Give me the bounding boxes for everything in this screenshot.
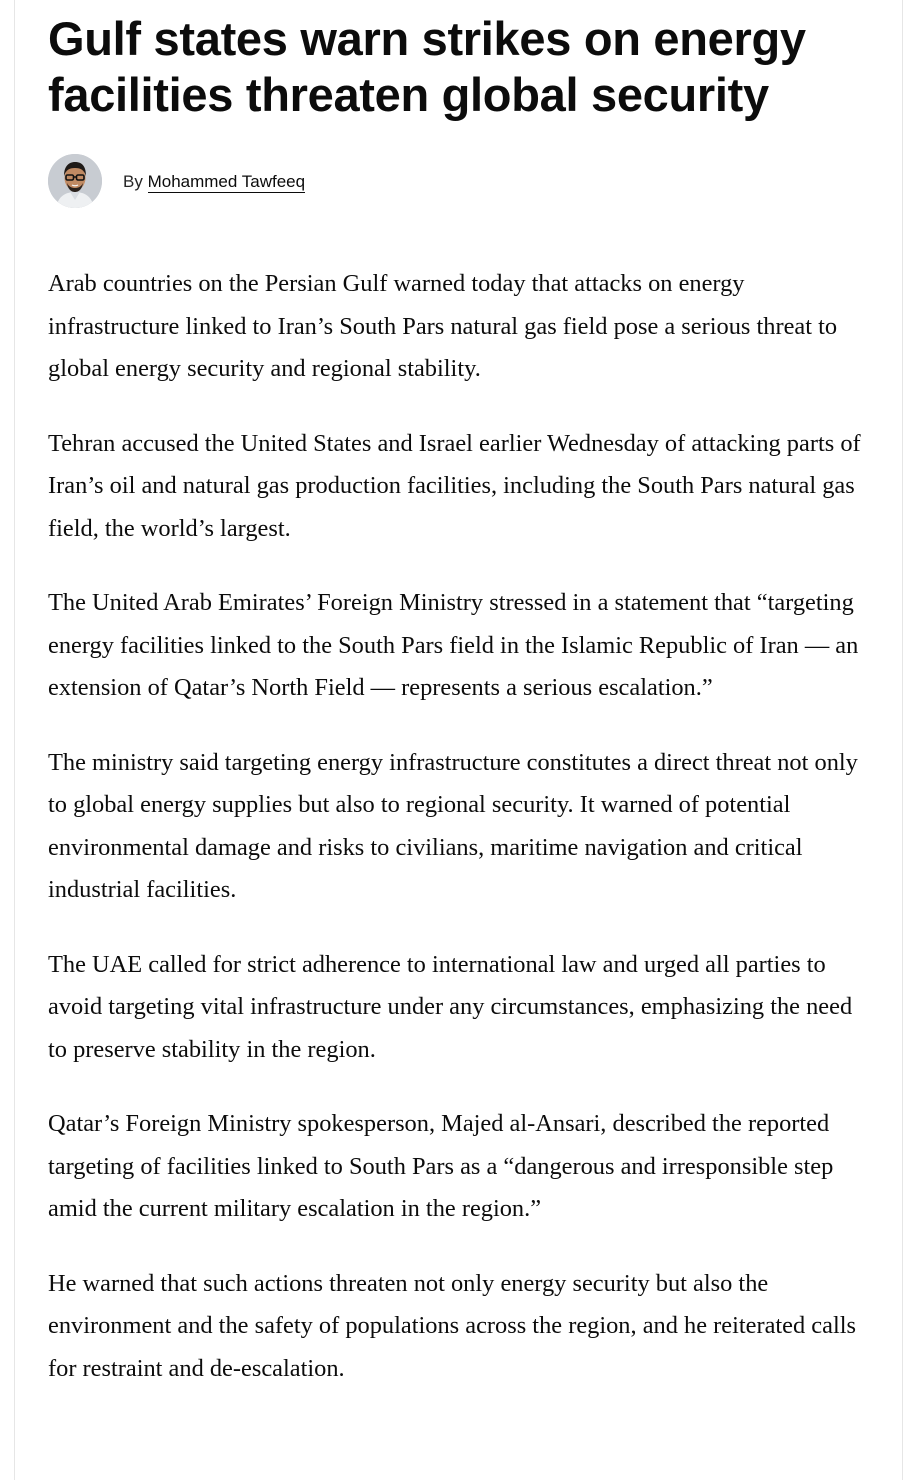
paragraph: Tehran accused the United States and Israel earlier Wednesday of attacking parts of Iran’s oil and natural gas production facilities, including the South Pars natural gas field, the world’s largest. [48, 429, 861, 542]
paragraph: The UAE called for strict adherence to international law and urged all parties to avoid targeting vital infrastructure under any circumstances, emphasizing the need to preserve stability in the region. [48, 950, 853, 1063]
byline [48, 153, 876, 209]
article-body [48, 263, 876, 1390]
paragraph: The ministry said targeting energy infrastructure constitutes a direct threat not only to global energy supplies but also to regional security. It warned of potential environmental damage and risks to civilians, maritime navigation and critical industrial facilities. [48, 748, 858, 903]
author-link[interactable]: Mohammed Tawfeeq [147, 171, 306, 191]
author-avatar[interactable] [48, 154, 102, 208]
paragraph: The United Arab Emirates’ Foreign Ministry stressed in a statement that “targeting energy facilities linked to the South Pars field in the Islamic Republic of Iran — an extension of Qatar’s North Field — represents a serious escalation.” [48, 589, 859, 701]
headline: Gulf states warn strikes on energy facilities threaten global security [48, 12, 806, 121]
paragraph: Arab countries on the Persian Gulf warned today that attacks on energy infrastructure linked to Iran’s South Pars natural gas field pose a serious threat to global energy security and regional stability. [48, 270, 838, 382]
article [48, 0, 876, 1422]
author-photo-icon [48, 154, 102, 208]
paragraph: He warned that such actions threaten not only energy security but also the environment and the safety of populations across the region, and he reiterated calls for restraint and de-escalation. [48, 1269, 856, 1382]
byline-prefix: By [123, 171, 143, 191]
byline-text [123, 172, 305, 192]
paragraph: Qatar’s Foreign Ministry spokesperson, Majed al-Ansari, described the reported targeting of facilities linked to South Pars as a “dangerous and irresponsible step amid the current military escalation in the region.” [48, 1110, 834, 1222]
